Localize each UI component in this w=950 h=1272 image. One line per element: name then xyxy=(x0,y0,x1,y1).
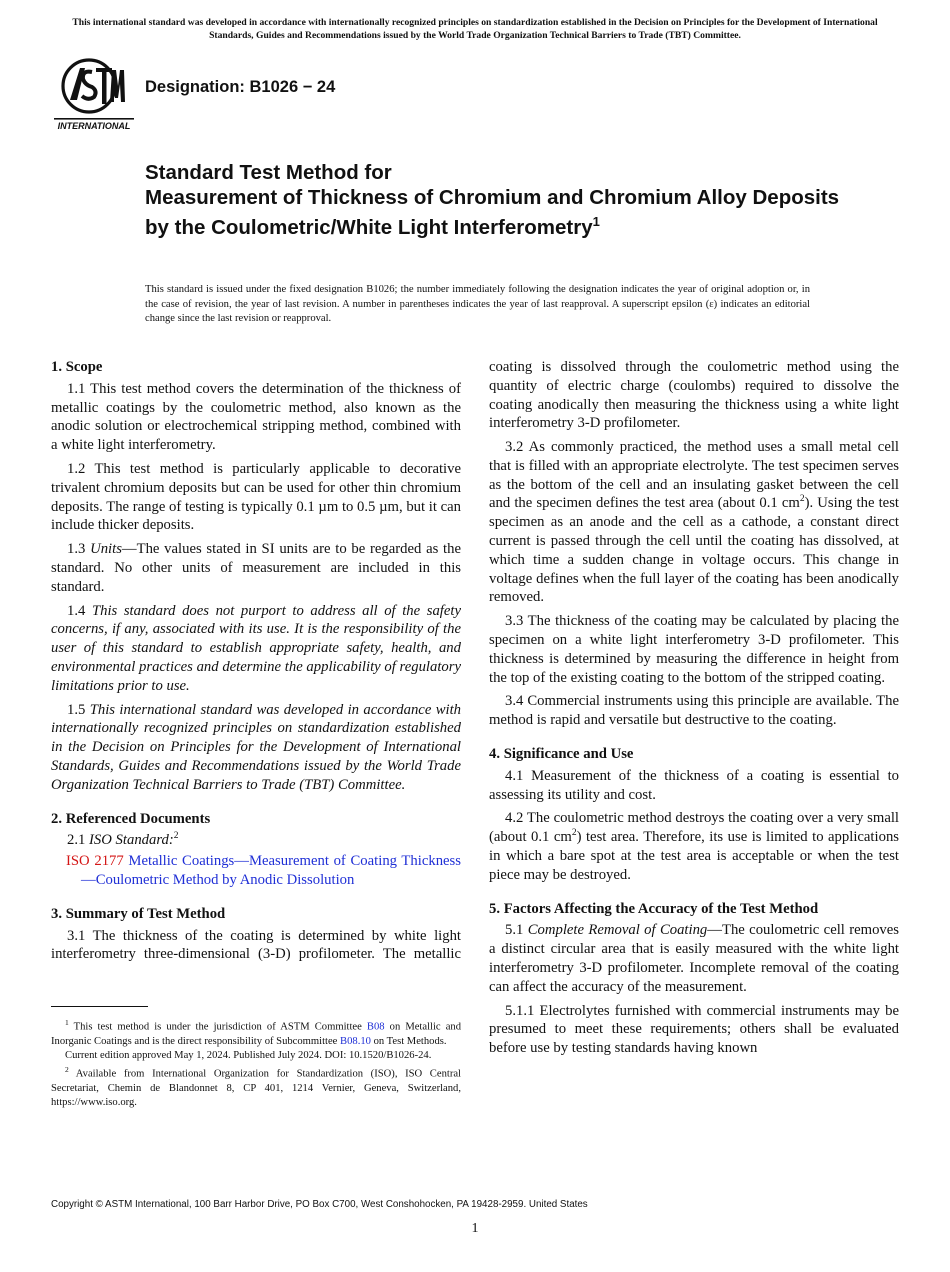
issue-note: This standard is issued under the fixed designation B1026; the number immediately following the designation indicates the year of original adoption or, in the case of revision, the year of last revision. A number in parentheses indicates the year of last reapproval. A superscript epsilon (ε) indicates an editorial change since the last revision or reapproval. xyxy=(145,284,810,324)
paragraph-4-1: 4.1 Measurement of the thickness of a coating is essential to assessing its utility and cost. xyxy=(489,767,899,803)
section-heading-factors: 5. Factors Affecting the Accuracy of the Test Method xyxy=(489,900,819,917)
complete-removal-label: Complete Removal of Coating xyxy=(527,922,708,939)
paragraph-1-3: 1.3 Units—The values stated in SI units are to be regarded as the standard. No other units of measurement are included in this standard. xyxy=(51,541,462,595)
iso-2177-reference[interactable] xyxy=(51,852,461,890)
paragraph-1-2: 1.2 This test method is particularly applicable to decorative trivalent chromium deposits but can be used for other thin chromium deposits. The range of testing is typically 0.1 µm to 0.5 µm, but it can include thicker deposits. xyxy=(51,460,461,534)
footnotes xyxy=(51,1016,461,1110)
subcommittee-b08-10-link[interactable]: B08.10 xyxy=(340,1035,371,1047)
paragraph-3-4: 3.4 Commercial instruments using this principle are available. The method is rapid and versatile but destructive to the coating. xyxy=(489,693,899,729)
title-line-2: Measurement of Thickness of Chromium and Chromium Alloy Deposits by the Coulometric/White Light Interferometry xyxy=(145,185,840,239)
astm-logo-icon xyxy=(52,56,136,132)
paragraph-1-5: 1.5 This international standard was developed in accordance with internationally recognized principles on standardization established in the Decision on Principles for the Development of International Standards, Guides and Recommendations issued by the World Trade Organization Technical Barriers to Trade (TBT) Committee. xyxy=(51,701,461,793)
paragraph-3-2: 3.2 As commonly practiced, the method uses a small metal cell that is filled with an appropriate electrolyte. The test specimen serves as the bottom of the cell and an insulating gasket between the cell and the specimen defines the test area (about 0.1 $cm^2$). Using the test specimen as an anode and the cell as a cathode, a constant direct current is passed through the cell until the coating has dissolved, at which time a sudden change in voltage occurs. This change in voltage defines when the full layer of the coating has been anodically removed. xyxy=(489,439,899,606)
top-notice: This international standard was developed in accordance with internationally recognized principles on standardization established in the Decision on Principles for the Development of International Standards, Guides and Recommendations issued by the World Trade Organization Technical Barriers to Trade (TBT) Committee. xyxy=(72,17,878,41)
copyright: Copyright © ASTM International, 100 Barr Harbor Drive, PO Box C700, West Conshohocken, PA 19428-2959. United States xyxy=(51,1199,588,1210)
section-heading-significance: 4. Significance and Use xyxy=(489,745,634,762)
paragraph-3-1: 3.1 The thickness of the coating is determined by white light interferometry three-dimensional (3-D) profilometer. The metallic xyxy=(51,927,461,963)
page-number: 1 xyxy=(471,1221,479,1236)
astm-logo xyxy=(52,56,136,132)
left-column xyxy=(51,358,461,969)
section-heading-summary: 3. Summary of Test Method xyxy=(51,905,226,922)
paragraph-4-2: 4.2 The coulometric method destroys the coating over a very small (about 0.1 $cm^2$) test area. Therefore, its use is limited to applications in which a bare spot at the test area is acceptable or when the test piece may be destroyed. xyxy=(489,810,899,883)
right-column xyxy=(489,358,899,1063)
title-line-1: Standard Test Method for xyxy=(145,161,392,184)
iso-title-link[interactable]: Metallic Coatings—Measurement of Coating Thickness—Coulometric Method by Anodic Dissolution xyxy=(81,853,461,888)
section-heading-referenced-documents: 2. Referenced Documents xyxy=(51,810,211,827)
paragraph-1-4: 1.4 This standard does not purport to address all of the safety concerns, if any, associated with its use. It is the responsibility of the user of this standard to establish appropriate safety, health, and environmental practices and determine the applicability of regulatory limitations prior to use. xyxy=(51,602,461,694)
paragraph-3-1-continued: coating is dissolved through the coulometric method using the quantity of electric charge (coulombs) required to dissolve the coating anodically then measuring the thickness using a white light interferometry 3-D profilometer. xyxy=(489,359,899,432)
title-footnote-mark: 1 xyxy=(592,214,600,229)
footnote-divider xyxy=(51,1006,148,1007)
footnote-1-edition: Current edition approved May 1, 2024. Published July 2024. DOI: 10.1520/B1026-24. xyxy=(65,1049,432,1061)
designation: Designation: B1026 − 24 xyxy=(145,78,336,96)
footnote-1: $^1$ This test method is under the jurisdiction of ASTM Committee B08 on Metallic and Inorganic Coatings and is the direct responsibility of Subcommittee B08.10 on Test Methods. xyxy=(51,1018,461,1047)
iso-code-link[interactable]: ISO 2177 xyxy=(66,853,124,870)
paragraph-2-1: 2.1 ISO Standard:$^2$ xyxy=(67,831,179,849)
paragraph-5-1-1: 5.1.1 Electrolytes furnished with commercial instruments may be presumed to meet these requirements; others shall be evaluated before use by testing standards having known xyxy=(489,1002,899,1057)
section-heading-scope: 1. Scope xyxy=(51,359,103,375)
footnote-2: $^2$ Available from International Organization for Standardization (ISO), ISO Central Secretariat, Chemin de Blandonnet 8, CP 401, 1214 Vernier, Geneva, Switzerland, https://www.iso.org. xyxy=(51,1065,461,1109)
logo-text: INTERNATIONAL xyxy=(57,121,131,131)
document-title xyxy=(145,161,845,240)
committee-b08-link[interactable]: B08 xyxy=(366,1021,385,1033)
paragraph-5-1: 5.1 Complete Removal of Coating—The coulometric cell removes a distinct circular area that is easily measured with the white light interferometry 3-D profilometer. Incomplete removal of the coating can affect the accuracy of the measurement. xyxy=(489,922,900,995)
paragraph-1-1: 1.1 This test method covers the determination of the thickness of metallic coatings by the coulometric method, also known as the anodic solution or electrochemical stripping method, combined with a white light interferometry. xyxy=(51,380,461,454)
units-label: Units xyxy=(90,541,122,558)
paragraph-3-3: 3.3 The thickness of the coating may be calculated by placing the specimen on a white light interferometry 3-D profilometer. This thickness is determined by measuring the difference in height from the top of the existing coating to the bottom of the stripped coating. xyxy=(489,613,899,686)
